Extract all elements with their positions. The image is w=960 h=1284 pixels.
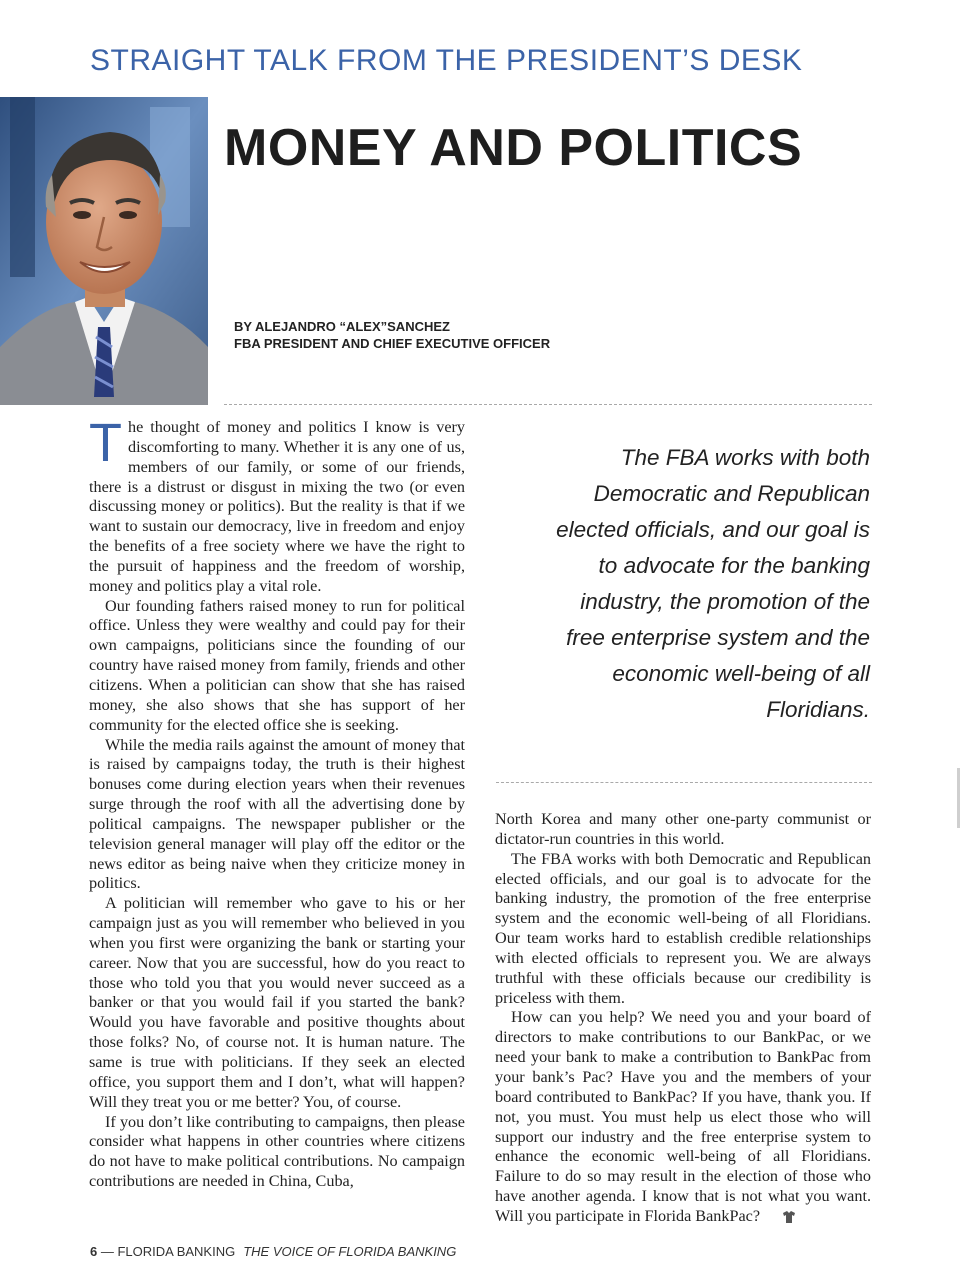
divider-top — [224, 404, 872, 405]
headline: MONEY AND POLITICS — [224, 119, 803, 177]
byline-title: FBA PRESIDENT AND CHIEF EXECUTIVE OFFICER — [234, 336, 551, 351]
paragraph-7: The FBA works with both Democratic and Republican elected officials, and our goal is to advocate for the banking industry, the promotion of the free enterprise system and the economic well-being of all Floridians. Our team works hard to establish credible relationships with elected officials to represent you. We are always truthful with these officials because our credibility is priceless with them. — [495, 849, 871, 1007]
byline-author: BY ALEJANDRO “ALEX”SANCHEZ — [234, 319, 450, 334]
pull-quote: The FBA works with both Democratic and Republican elected officials, and our goal is to advocate for the banking industry, the promotion of the free enterprise system and the economic well-being of all Floridians. — [556, 445, 870, 722]
end-mark-icon — [766, 1209, 796, 1229]
publication-name: — FLORIDA BANKING — [97, 1244, 236, 1259]
page-number: 6 — [90, 1244, 98, 1259]
paragraph-3: While the media rails against the amount of money that is raised by campaigns today, the truth is their highest bonuses come during election years when their revenues surge through the roof with all the advertising done by political campaigns. The newspaper publisher or the television general manager will play off the editor or the news editor as being naive when they criticize money in politics. — [89, 735, 465, 893]
section-kicker: STRAIGHT TALK FROM THE PRESIDENT’S DESK — [90, 44, 803, 77]
author-photo — [0, 97, 208, 405]
page-footer — [90, 1244, 456, 1259]
publication-tagline: THE VOICE OF FLORIDA BANKING — [243, 1244, 457, 1259]
article-column-left — [89, 413, 465, 1192]
paragraph-2: Our founding fathers raised money to run for political office. Unless they were wealthy and could pay for their own campaigns, politicians since the founding of our country have raised money from family, friends and other citizens. When a politician can show that she has raised money, she also shows that she has support of her community for the elected office she is seeking. — [89, 596, 465, 734]
paragraph-5: If you don’t like contributing to campaigns, then please consider what happens in other countries where citizens do not have to make political contributions. No campaign contributions are needed in China, Cuba, — [89, 1112, 465, 1191]
article-column-right — [495, 810, 871, 1229]
paragraph-6: North Korea and many other one-party communist or dictator-run countries in this world. — [495, 810, 871, 848]
paragraph-4: A politician will remember who gave to his or her campaign just as you will remember who believed in you when you first were organizing the bank or starting your career. Now that you are successful, how do you react to those who told you that you would never succeed as a banker or that you would fail if you started the bank? Would you have favorable and positive thoughts about those folks? No, of course not. It is human nature. The same is true with politicians. If they seek an elected office, you support them and I don’t, what will happen? Will they treat you or me better? You, of course. — [89, 894, 465, 1111]
byline — [234, 318, 550, 352]
divider-pullquote — [496, 782, 872, 783]
drop-cap: T — [89, 413, 122, 473]
paragraph-8: How can you help? We need you and your board of directors to make contributions to our BankPac, or we need your bank to make a contribution to BankPac from your bank’s Pac? Have you and the members of your board contributed to BankPac? If you have, thank you. If not, you must. You must help us elect those who will support our industry and the free enterprise system to enhance the economic well-being of all Floridians. Failure to do so may result in the election of those who have another agenda. I know that is not what you want. Will you participate in Florida BankPac? — [495, 1008, 871, 1228]
paragraph-1: The thought of money and politics I know is very discomforting to many. Whether it is any one of us, members of our family, or some of our friends, there is a distrust or disgust in mixing the two (or even discussing money or politics). But the reality is that if we want to sustain our democracy, live in freedom and enjoy the benefits of a free society where we have the right to the pursuit of happiness and the freedom of worship, money and politics play a vital role. — [89, 413, 465, 595]
author-portrait-icon — [0, 97, 208, 405]
